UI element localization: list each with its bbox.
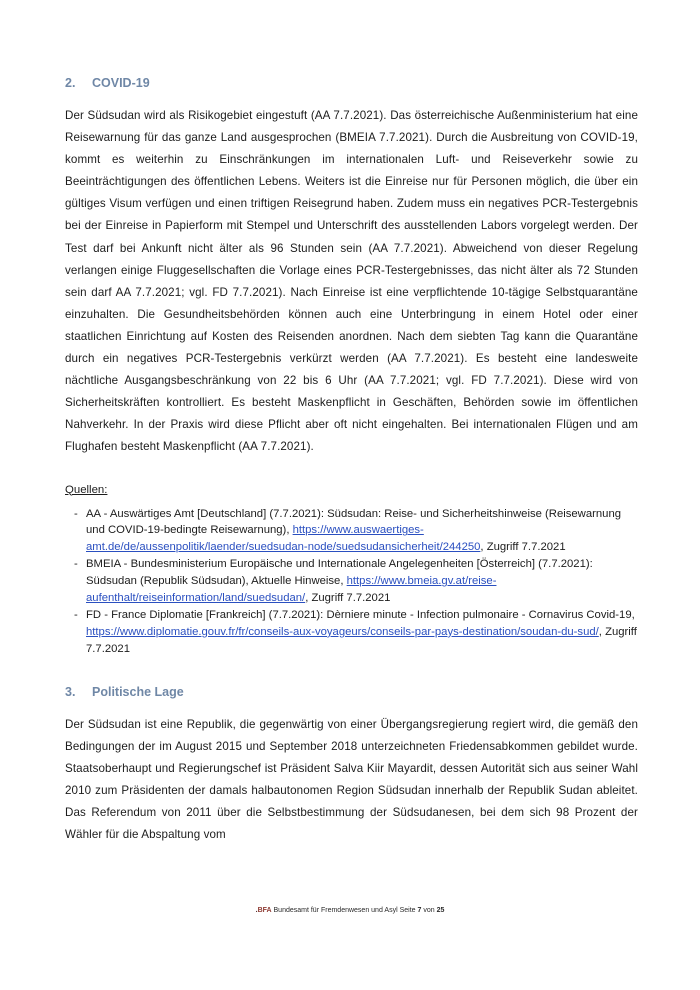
page-footer	[0, 906, 700, 915]
footer-von-label: von	[421, 907, 437, 914]
source-item-fd-link[interactable]: https://www.diplomatie.gouv.fr/fr/conseils-aux-voyageurs/conseils-par-pays-destination/soudan-du-sud/	[86, 625, 599, 638]
list-bullet: -	[74, 558, 78, 571]
politics-paragraph: Der Südsudan ist eine Republik, die gegenwärtig von einer Übergangsregierung regiert wird, die gemäß den Bedingungen der im August 2015 und September 2018 unterzeichneten Friedensabkommen gebildet wurde. Staatsoberhaupt und Regierungschef ist Präsident Salva Kiir Mayardit, dessen Autorität sich aus seiner Wahl 2010 zum Präsidenten der damals halbautonomen Region Südsudan innerhalb der Republik Sudan ableitet. Das Referendum von 2011 über die Selbstbestimmung der Südsudanesen, bei dem sich 98 Prozent der Wähler für die Abspaltung vom	[65, 717, 638, 842]
heading-politics	[65, 685, 638, 700]
source-item-bmeia-link[interactable]: https://www.bmeia.gv.at/reise-aufenthalt/reiseinformation/land/suedsudan/	[86, 575, 497, 605]
source-item-bmeia-suffix: , Zugriff 7.7.2021	[305, 592, 391, 605]
source-item-aa-text: AA - Auswärtiges Amt [Deutschland] (7.7.2021): Südsudan: Reise- und Sicherheitshinweise (Reisewarnung und COVID-19-bedingte Reisewarnung),	[86, 507, 622, 537]
heading-politics-title: Politische Lage	[92, 684, 184, 699]
heading-politics-number: 3.	[65, 684, 76, 699]
heading-covid-title: COVID-19	[92, 76, 150, 90]
source-item-aa-link[interactable]: https://www.auswaertiges-amt.de/de/aussenpolitik/laender/suedsudan-node/suedsudansicherheit/244250	[86, 524, 481, 554]
sources-list	[65, 506, 638, 658]
heading-covid-number: 2.	[65, 76, 76, 90]
source-item-fd-suffix: , Zugriff 7.7.2021	[86, 625, 637, 655]
list-bullet: -	[74, 608, 78, 621]
heading-covid	[65, 76, 638, 91]
source-item-bmeia	[65, 556, 638, 607]
footer-seite-label: Seite	[399, 907, 418, 914]
source-item-bmeia-text: BMEIA - Bundesministerium Europäische und Internationale Angelegenheiten [Österreich] (7.7.2021): Südsudan (Republik Südsudan), Aktuelle Hinweise,	[86, 558, 593, 588]
source-item-fd-text: FD - France Diplomatie [Frankreich] (7.7.2021): Dèrniere minute - Infection pulmonaire - Cornavirus Covid-19,	[86, 608, 635, 621]
source-item-aa-suffix: , Zugriff 7.7.2021	[480, 541, 566, 554]
covid-paragraph: Der Südsudan wird als Risikogebiet eingestuft (AA 7.7.2021). Das österreichische Außenministerium hat eine Reisewarnung für das ganze Land ausgesprochen (BMEIA 7.7.2021). Durch die Ausbreitung von COVID-19, kommt es weiterhin zu Einschränkungen im internationalen Luft- und Reiseverkehr sowie zu Beeinträchtigungen des öffentlichen Lebens. Weiters ist die Einreise nur für Personen möglich, die über ein gültiges Visum verfügen und einen triftigen Reisegrund haben. Zudem muss ein negatives PCR-Testergebnis bei der Einreise in Papierform mit Stempel und Unterschrift des ausstellenden Labors vorgelegt werden. Der Test darf bei Ankunft nicht älter als 96 Stunden sein (AA 7.7.2021). Abweichend von dieser Regelung verlangen einige Fluggesellschaften die Vorlage eines PCR-Testergebnisses, das nicht älter als 72 Stunden sein darf AA 7.7.2021; vgl. FD 7.7.2021). Nach Einreise ist eine verpflichtende 10-tägige Selbstquarantäne einzuhalten. Die Gesundheitsbehörden können auch eine Unterbringung in einem Hotel oder einer staatlichen Einrichtung auf Kosten des Reisenden anordnen. Nach dem siebten Tag kann die Quarantäne durch ein negatives PCR-Testergebnis verkürzt werden (AA 7.7.2021). Es besteht eine landesweite nächtliche Ausgangsbeschränkung von 22 bis 6 Uhr (AA 7.7.2021; vgl. FD 7.7.2021). Diese wird von Sicherheitskräften kontrolliert. Es besteht Maskenpflicht in Geschäften, Behörden sowie im öffentlichen Nahverkehr. In der Praxis wird diese Pflicht aber oft nicht eingehalten. Bei internationalen Flügen und am Flughafen besteht Maskenpflicht (AA 7.7.2021).	[65, 109, 638, 454]
bfa-logo-dot: .	[255, 907, 258, 914]
footer-agency-text: Bundesamt für Fremdenwesen und Asyl	[271, 907, 400, 914]
footer-page-number: 7	[417, 907, 422, 914]
list-bullet: -	[74, 507, 78, 520]
sources-label: Quellen:	[65, 483, 108, 496]
bfa-logo: BFA	[257, 907, 272, 914]
source-item-aa	[65, 506, 638, 557]
source-item-fd	[65, 607, 638, 658]
footer-page-total: 25	[436, 907, 445, 914]
page-content	[65, 76, 638, 846]
